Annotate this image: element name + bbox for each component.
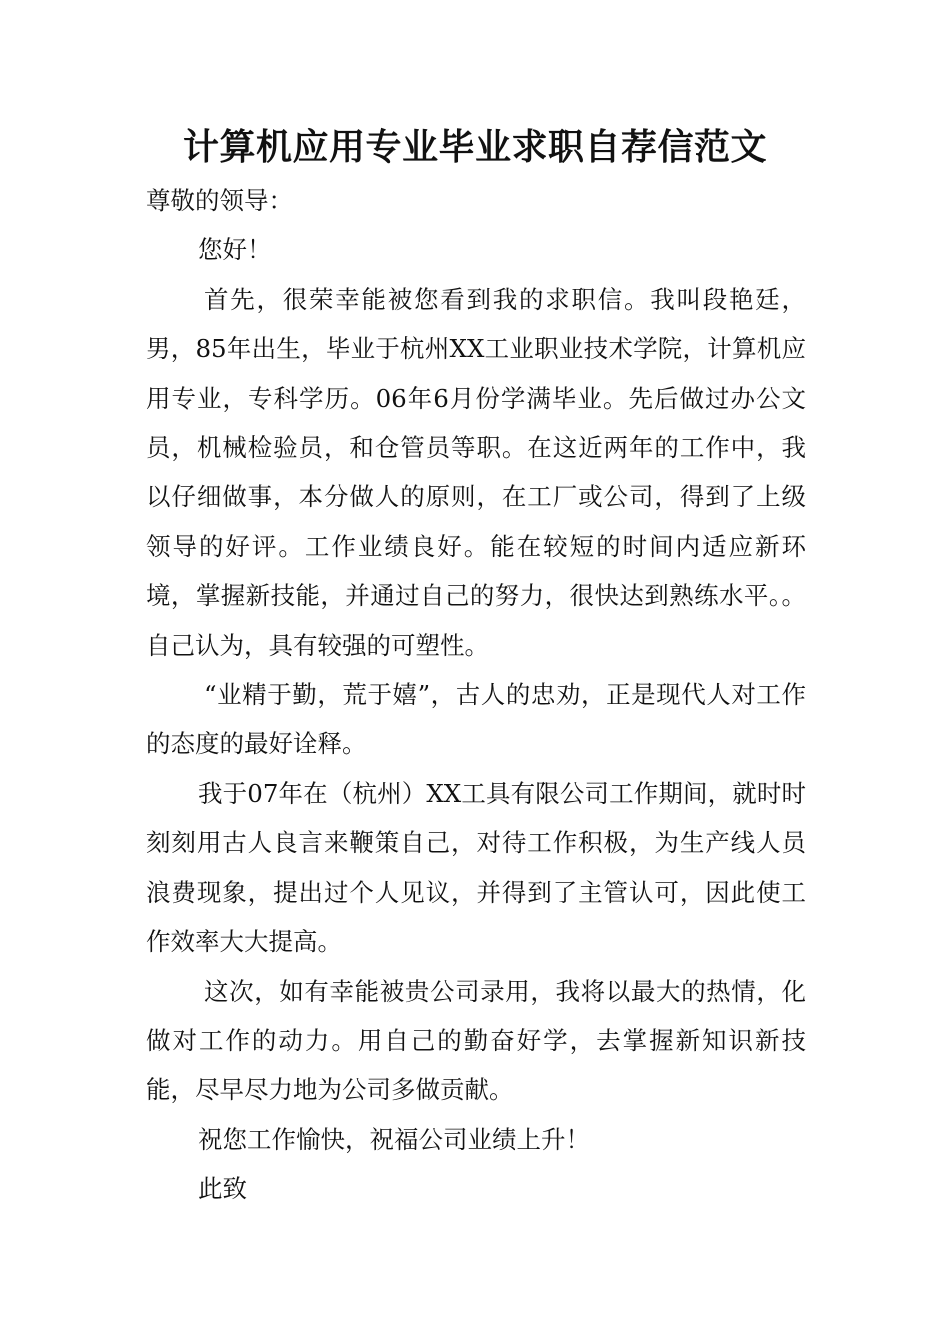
paragraph-experience: 我于07年在（杭州）XX工具有限公司工作期间，就时时刻刻用古人良言来鞭策自己，对待工作积极，为生产线人员浪费现象，提出过个人见议，并得到了主管认可，因此使工作效率大大提高。 — [146, 778, 806, 957]
paragraph-commitment: 这次，如有幸能被贵公司录用，我将以最大的热情，化做对工作的动力。用自己的勤奋好学，去掌握新知识新技能，尽早尽力地为公司多做贡献。 — [146, 976, 806, 1105]
document-title: 计算机应用专业毕业求职自荐信范文 — [182, 127, 767, 168]
salutation: 尊敬的领导： — [146, 186, 293, 215]
greeting: 您好！ — [198, 235, 272, 265]
closing: 此致 — [198, 1174, 247, 1204]
paragraph-quote: “业精于勤，荒于嬉”，古人的忠劝，正是现代人对工作的态度的最好诠释。 — [146, 680, 806, 759]
letter-body — [146, 176, 806, 1214]
closing-wish: 祝您工作愉快，祝福公司业绩上升！ — [198, 1124, 590, 1154]
paragraph-intro: 首先，很荣幸能被您看到我的求职信。我叫段艳廷，男，85年出生，毕业于杭州XX工业职业技术学院，计算机应用专业，专科学历。06年6月份学满毕业。先后做过办公文员，机械检验员，和仓管员等职。在这近两年的工作中，我以仔细做事，本分做人的原则，在工厂或公司，得到了上级领导的好评。工作业绩良好。能在较短的时间内适应新环境，掌握新技能，并通过自己的努力，很快达到熟练水平。。自己认为，具有较强的可塑性。 — [146, 284, 806, 660]
